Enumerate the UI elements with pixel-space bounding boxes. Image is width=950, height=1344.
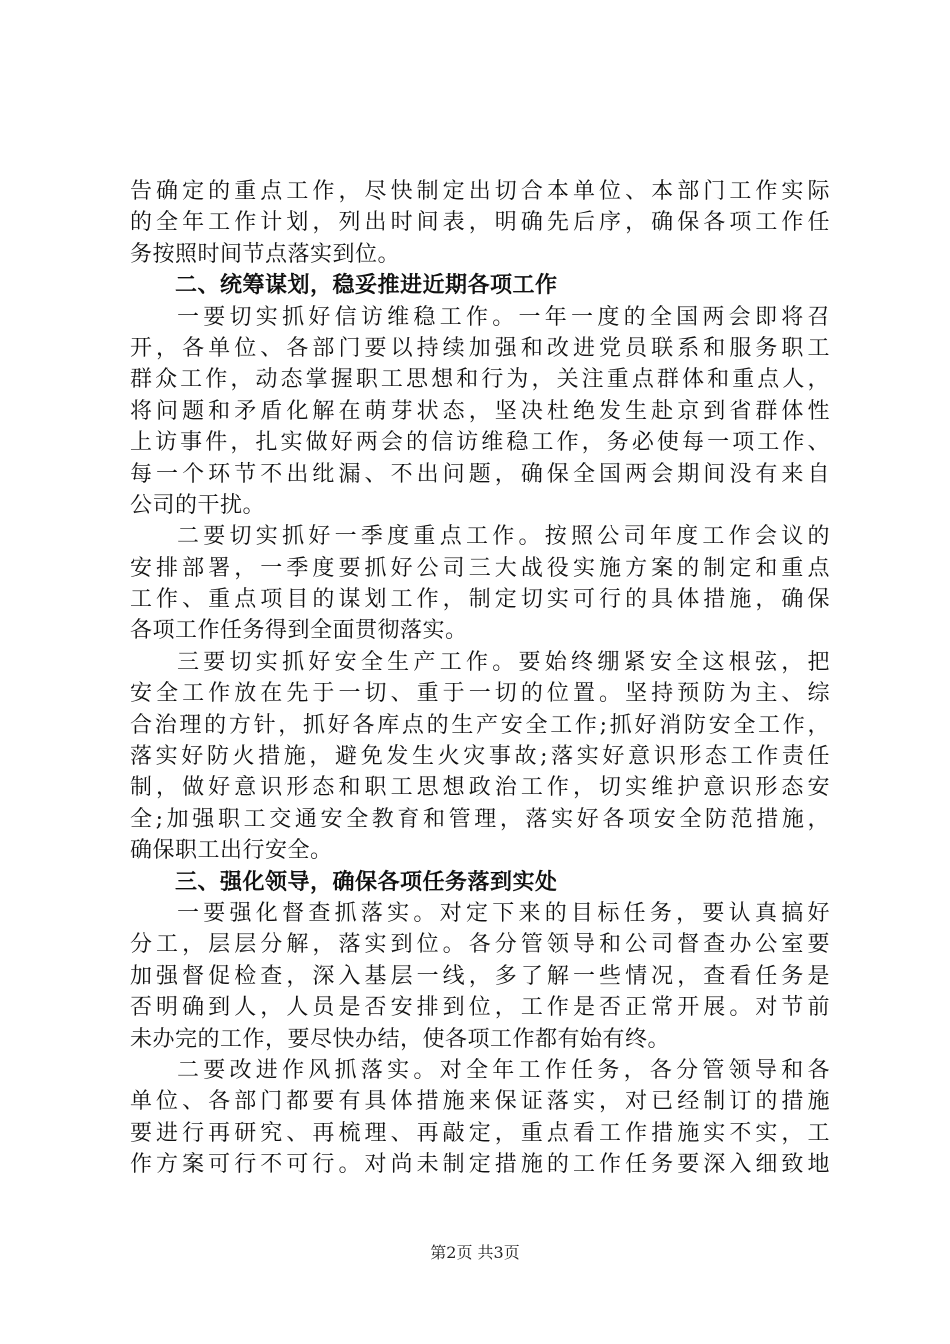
paragraph-line: 安排部署，一季度要抓好公司三大战役实施方案的制定和重点	[130, 555, 830, 581]
document-body	[130, 176, 830, 1181]
paragraph	[130, 521, 830, 647]
paragraph-line: 一要强化督查抓落实。对定下来的目标任务，要认真搞好	[177, 900, 830, 926]
section-heading: 三、强化领导，确保各项任务落到实处	[175, 868, 558, 895]
paragraph-line: 全;加强职工交通安全教育和管理，落实好各项安全防范措施，	[130, 806, 830, 832]
paragraph	[130, 647, 830, 867]
paragraph-line: 单位、各部门都要有具体措施来保证落实，对已经制订的措施	[130, 1089, 830, 1115]
paragraph-line: 告确定的重点工作，尽快制定出切合本单位、本部门工作实际	[130, 179, 830, 204]
paragraph-line: 将问题和矛盾化解在萌芽状态，坚决杜绝发生赴京到省群体性	[130, 398, 830, 424]
paragraph-line: 否明确到人，人员是否安排到位，工作是否正常开展。对节前	[130, 995, 830, 1021]
paragraph-line: 开，各单位、各部门要以持续加强和改进党员联系和服务职工	[130, 335, 830, 361]
paragraph	[130, 302, 830, 522]
paragraph-line: 每一个环节不出纰漏、不出问题，确保全国两会期间没有来自	[130, 461, 830, 487]
paragraph-line: 的全年工作计划，列出时间表，明确先后序，确保各项工作任	[130, 210, 830, 236]
paragraph-line: 合治理的方针，抓好各库点的生产安全工作;抓好消防安全工作，	[130, 712, 830, 738]
section-heading: 二、统筹谋划，稳妥推进近期各项工作	[175, 272, 558, 299]
paragraph	[130, 1055, 830, 1181]
paragraph-line: 作方案可行不可行。对尚未制定措施的工作任务要深入细致地	[130, 1152, 830, 1178]
paragraph-line: 二要改进作风抓落实。对全年工作任务，各分管领导和各	[177, 1057, 830, 1083]
paragraph-line: 工作、重点项目的谋划工作，制定切实可行的具体措施，确保	[130, 587, 830, 613]
paragraph-line: 确保职工出行安全。	[130, 838, 333, 864]
paragraph-line: 落实好防火措施，避免发生火灾事故;落实好意识形态工作责任	[130, 744, 830, 770]
paragraph-line: 未办完的工作，要尽快办结，使各项工作都有始有终。	[130, 1026, 671, 1052]
paragraph-line: 分工，层层分解，落实到位。各分管领导和公司督查办公室要	[130, 932, 830, 958]
paragraph-line: 三要切实抓好安全生产工作。要始终绷紧安全这根弦，把	[177, 649, 830, 675]
paragraph-line: 群众工作，动态掌握职工思想和行为，关注重点群体和重点人，	[130, 367, 830, 393]
page-footer: 第2页 共3页	[430, 1243, 520, 1262]
paragraph-line: 加强督促检查，深入基层一线，多了解一些情况，查看任务是	[130, 963, 830, 989]
paragraph-line: 务按照时间节点落实到位。	[130, 241, 401, 267]
paragraph	[130, 898, 830, 1055]
paragraph-line: 制，做好意识形态和职工思想政治工作，切实维护意识形态安	[130, 775, 830, 801]
paragraph-line: 安全工作放在先于一切、重于一切的位置。坚持预防为主、综	[130, 681, 830, 707]
paragraph-line: 各项工作任务得到全面贯彻落实。	[130, 618, 468, 644]
paragraph-line: 要进行再研究、再梳理、再敲定，重点看工作措施实不实，工	[130, 1120, 830, 1146]
paragraph	[130, 176, 830, 270]
paragraph-line: 公司的干扰。	[130, 492, 266, 518]
paragraph-line: 二要切实抓好一季度重点工作。按照公司年度工作会议的	[177, 524, 830, 550]
paragraph-line: 上访事件，扎实做好两会的信访维稳工作，务必使每一项工作、	[130, 430, 830, 456]
paragraph-line: 一要切实抓好信访维稳工作。一年一度的全国两会即将召	[177, 304, 830, 330]
